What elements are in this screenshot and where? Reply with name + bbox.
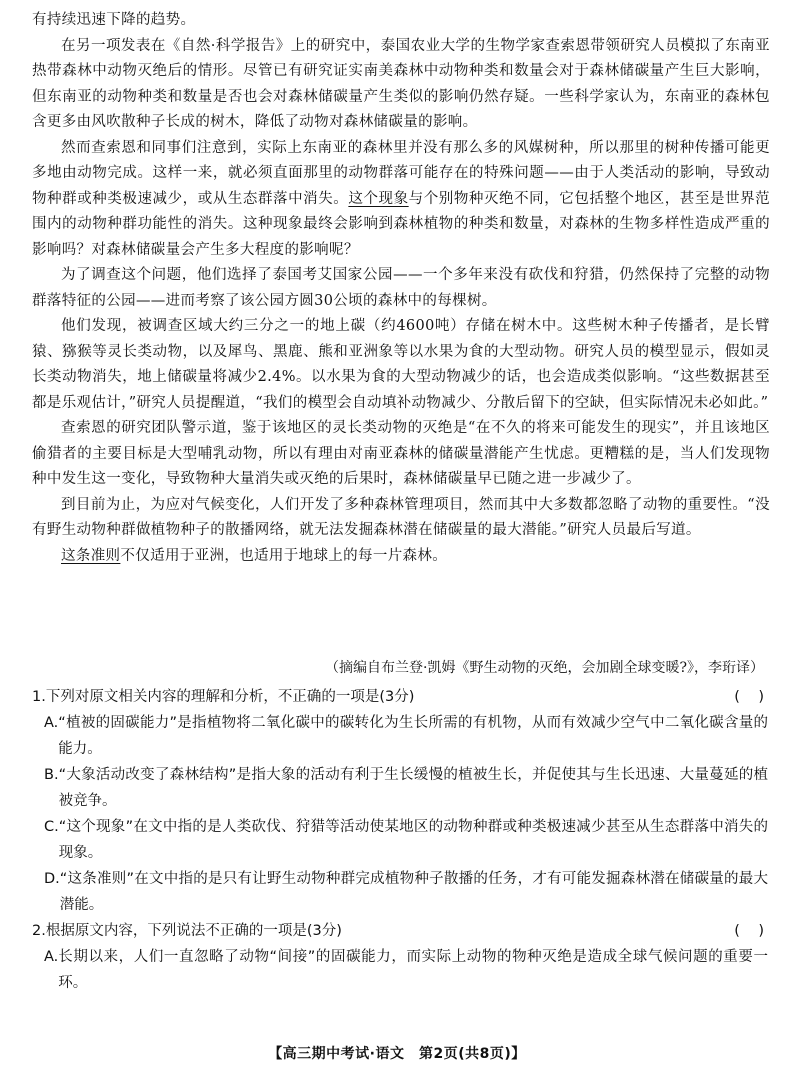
passage-text: 不仅适用于亚洲，也适用于地球上的每一片森林。 xyxy=(120,547,448,564)
questions-section xyxy=(32,684,770,996)
option-text: “植被的固碳能力”是指植物将二氧化碳中的碳转化为生长所需的有机物，从而有效减少空气中二氧化碳含量的能力。 xyxy=(58,715,768,757)
option-letter: B. xyxy=(44,767,59,783)
source-citation: （摘编自布兰登·凯姆《野生动物的灭绝，会加剧全球变暖?》，李珩译） xyxy=(325,660,764,676)
passage-text: 他们发现，被调查区域大约三分之一的地上碳（约4600吨）存储在树木中。这些树木种子传播者，是长臂猿、猕猴等灵长类动物，以及犀鸟、黑鹿、熊和亚洲象等以水果为食的大型动物。研究人员的模型显示，假如灵长类动物消失，地上储碳量将减少2.4%。以水果为食的大型动物减少的话，也会造成类似影响。“这些数据甚至都是乐观估计，”研究人员提醒道，“我们的模型会自动填补动物减少、分散后留下的空缺，但实际情况未必如此。” xyxy=(32,318,770,411)
passage-text: 与个别物种灭绝不同，它包括整个地区，甚至是世界范围内的动物种群功能性的消失。这种现象最终会影响到森林植物的种类和数量，对森林的生物多样性造成严重的影响吗？对森林储碳量会产生多大程度的影响呢？ xyxy=(32,190,770,258)
underlined-phrase: 这条准则 xyxy=(61,547,121,564)
passage-text: 然而查索恩和同事们注意到，实际上东南亚的森林里并没有那么多的风媒树种，所以那里的树种传播可能更多地由动物完成。这样一来，就必须直面那里的动物群落可能存在的特殊问题——由于人类活动的影响，导致动物种群或种类极速减少，或从生态群落中消失。 xyxy=(32,139,770,207)
option-a xyxy=(32,944,770,996)
answer-blank: ( ) xyxy=(734,689,764,705)
question-1-header xyxy=(32,684,770,710)
passage-paragraph xyxy=(32,8,770,34)
passage-text: 为了调查这个问题，他们选择了泰国考艾国家公园——一个多年来没有砍伐和狩猎，仍然保持了完整的动物群落特征的公园——进而考察了该公园方圆30公顷的森林中的每棵树。 xyxy=(32,267,770,309)
question-1-stem: 1.下列对原文相关内容的理解和分析，不正确的一项是(3分) xyxy=(32,689,415,705)
option-a xyxy=(32,710,770,762)
question-2-stem: 2.根据原文内容，下列说法不正确的一项是(3分) xyxy=(32,923,342,939)
answer-blank: ( ) xyxy=(734,923,764,939)
passage-paragraph xyxy=(32,493,770,544)
passage-text: 有持续迅速下降的趋势。 xyxy=(32,12,196,28)
reading-passage xyxy=(32,8,770,569)
option-c xyxy=(32,814,770,866)
option-letter: A. xyxy=(44,715,59,731)
passage-paragraph xyxy=(32,136,770,264)
option-b xyxy=(32,762,770,814)
underlined-phrase: 这个现象 xyxy=(348,190,409,207)
passage-text: 在另一项发表在《自然·科学报告》上的研究中，泰国农业大学的生物学家查索恩带领研究人员模拟了东南亚热带森林中动物灭绝后的情形。尽管已有研究证实南美森林中动物种类和数量会对于森林储碳量产生巨大影响，但东南亚的动物种类和数量是否也会对森林储碳量产生类似的影响仍然存疑。一些科学家认为，东南亚的森林包含更多由风吹散种子长成的树木，降低了动物对森林储碳量的影响。 xyxy=(32,37,770,130)
passage-paragraph xyxy=(32,314,770,416)
passage-paragraph xyxy=(32,34,770,136)
page-footer: 【高三期中考试·语文 第2页(共8页)】 xyxy=(268,1046,526,1062)
option-d xyxy=(32,866,770,918)
option-letter: C. xyxy=(44,819,59,835)
option-text: 长期以来，人们一直忽略了动物“间接”的固碳能力，而实际上动物的物种灭绝是造成全球气候问题的重要一环。 xyxy=(58,949,768,991)
option-text: “这条准则”在文中指的是只有让野生动物种群完成植物种子散播的任务，才有可能发掘森林潜在储碳量的最大潜能。 xyxy=(59,871,768,913)
passage-paragraph xyxy=(32,263,770,314)
passage-text: 到目前为止，为应对气候变化，人们开发了多种森林管理项目，然而其中大多数都忽略了动物的重要性。“没有野生动物种群做植物种子的散播网络，就无法发掘森林潜在储碳量的最大潜能。”研究人员最后写道。 xyxy=(32,496,770,538)
option-text: “这个现象”在文中指的是人类砍伐、狩猎等活动使某地区的动物种群或种类极速减少甚至从生态群落中消失的现象。 xyxy=(58,819,768,861)
passage-paragraph xyxy=(32,544,770,570)
option-text: “大象活动改变了森林结构”是指大象的活动有利于生长缓慢的植被生长，并促使其与生长迅速、大量蔓延的植被竞争。 xyxy=(58,767,768,809)
option-letter: D. xyxy=(44,871,60,887)
option-letter: A. xyxy=(44,949,59,965)
passage-text: 查索恩的研究团队警示道，鉴于该地区的灵长类动物的灭绝是“在不久的将来可能发生的现实”，并且该地区偷猎者的主要目标是大型哺乳动物，所以有理由对南亚森林的储碳量潜能产生忧虑。更糟糕的是，当人们发现物种中发生这一变化，导致物种大量消失或灭绝的后果时，森林储碳量早已随之进一步减少了。 xyxy=(32,420,770,487)
passage-paragraph xyxy=(32,416,770,493)
question-2-header xyxy=(32,918,770,944)
